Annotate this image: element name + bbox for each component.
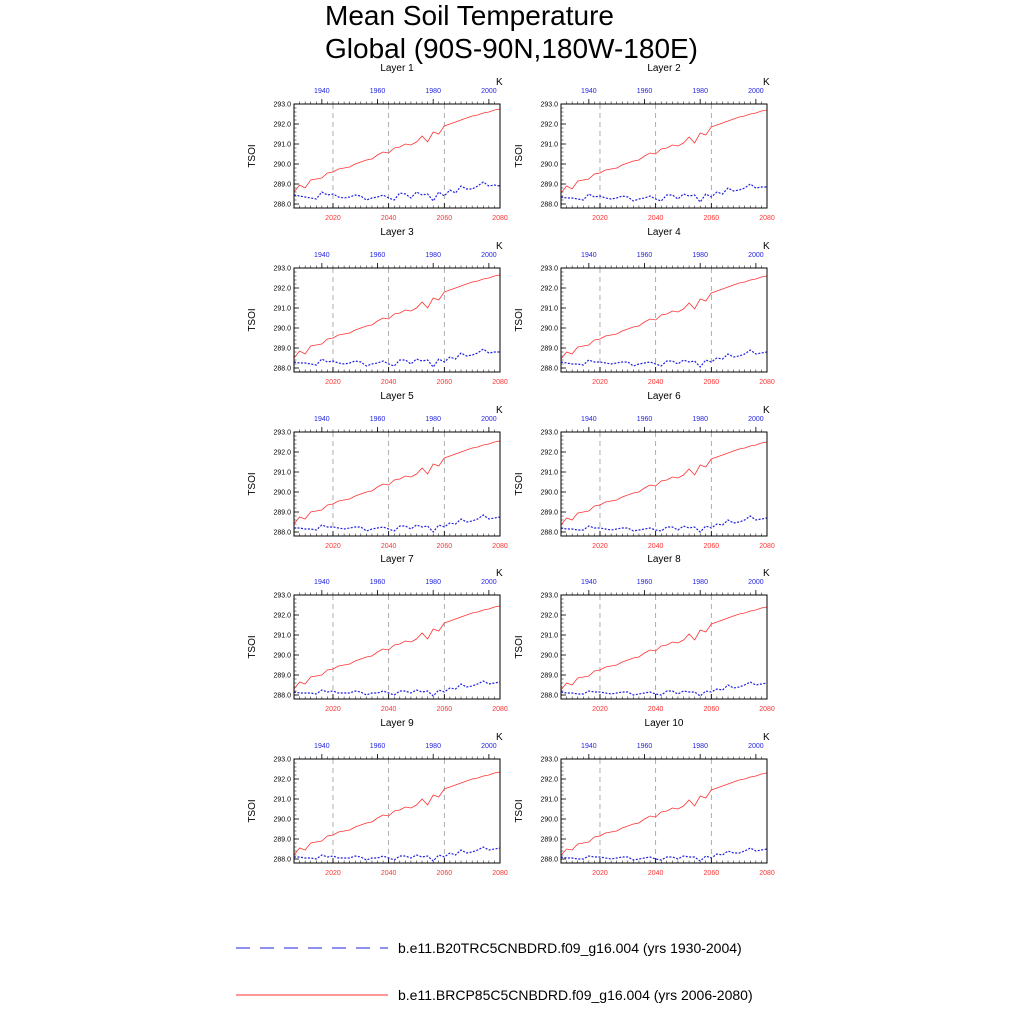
y-tick-label: 290.0 [540, 325, 558, 333]
x-top-tick-label: 1960 [369, 88, 386, 95]
y-tick-label: 292.0 [540, 449, 558, 457]
series-future-line [294, 772, 500, 855]
y-tick-label: 291.0 [540, 141, 558, 149]
y-tick-label: 293.0 [540, 265, 558, 273]
panel-title: Layer 2 [647, 63, 681, 74]
y-tick-label: 293.0 [540, 756, 558, 764]
x-bottom-tick-label: 2040 [380, 379, 397, 386]
y-tick-label: 292.0 [273, 449, 291, 457]
y-tick-label: 288.0 [273, 365, 291, 373]
x-top-tick-label: 1980 [692, 743, 708, 750]
x-bottom-tick-label: 2080 [759, 706, 775, 713]
plot-frame [561, 759, 767, 863]
units-label: K [496, 732, 503, 743]
y-tick-label: 289.0 [273, 836, 291, 844]
plot-frame [294, 268, 500, 372]
legend [236, 940, 753, 1003]
x-top-tick-label: 1960 [636, 743, 653, 750]
y-axis-label: TSOI [514, 472, 525, 496]
x-bottom-tick-label: 2060 [703, 215, 720, 222]
x-bottom-tick-label: 2020 [325, 215, 341, 222]
panel-title: Layer 5 [380, 391, 414, 402]
units-label: K [496, 405, 503, 416]
x-bottom-tick-label: 2060 [436, 215, 453, 222]
y-tick-label: 289.0 [540, 181, 558, 189]
units-label: K [763, 732, 770, 743]
x-bottom-tick-label: 2040 [647, 706, 664, 713]
y-tick-label: 293.0 [273, 592, 291, 600]
y-tick-label: 292.0 [273, 285, 291, 293]
series-future-line [561, 442, 767, 525]
y-tick-label: 292.0 [540, 776, 558, 784]
y-tick-label: 289.0 [273, 672, 291, 680]
x-top-tick-label: 1980 [425, 579, 441, 586]
series-historical-line [294, 182, 500, 201]
units-label: K [496, 568, 503, 579]
x-top-tick-label: 2000 [748, 252, 764, 259]
x-top-tick-label: 1960 [636, 88, 653, 95]
y-tick-label: 293.0 [273, 756, 291, 764]
y-tick-label: 292.0 [273, 121, 291, 129]
y-tick-label: 291.0 [540, 632, 558, 640]
x-bottom-tick-label: 2060 [703, 706, 720, 713]
y-tick-label: 292.0 [540, 285, 558, 293]
x-bottom-tick-label: 2080 [759, 379, 775, 386]
panel-layer-6 [514, 391, 775, 550]
y-tick-label: 288.0 [273, 692, 291, 700]
panel-layer-8 [514, 554, 775, 713]
y-tick-label: 293.0 [273, 429, 291, 437]
x-bottom-tick-label: 2040 [380, 706, 397, 713]
x-bottom-tick-label: 2060 [436, 706, 453, 713]
x-bottom-tick-label: 2020 [592, 215, 608, 222]
x-bottom-tick-label: 2020 [592, 870, 608, 877]
panel-layer-10 [514, 718, 775, 877]
y-tick-label: 288.0 [540, 856, 558, 864]
panel-title: Layer 9 [380, 718, 414, 729]
x-top-tick-label: 2000 [481, 252, 497, 259]
units-label: K [496, 241, 503, 252]
y-axis-label: TSOI [514, 799, 525, 823]
y-tick-label: 293.0 [540, 101, 558, 109]
y-tick-label: 290.0 [273, 161, 291, 169]
plot-frame [294, 432, 500, 536]
y-tick-label: 289.0 [273, 181, 291, 189]
x-bottom-tick-label: 2020 [325, 379, 341, 386]
y-tick-label: 288.0 [273, 529, 291, 537]
y-tick-label: 291.0 [273, 141, 291, 149]
y-tick-label: 293.0 [540, 429, 558, 437]
x-top-tick-label: 1960 [636, 252, 653, 259]
y-tick-label: 292.0 [273, 612, 291, 620]
y-tick-label: 292.0 [273, 776, 291, 784]
figure-title-line1: Mean Soil Temperature [325, 0, 614, 31]
x-top-tick-label: 2000 [748, 88, 764, 95]
y-axis-label: TSOI [514, 144, 525, 168]
plot-frame [294, 104, 500, 208]
series-future-line [294, 606, 500, 689]
x-top-tick-label: 1960 [369, 743, 386, 750]
series-future-line [561, 276, 767, 359]
x-bottom-tick-label: 2060 [436, 870, 453, 877]
panel-title: Layer 3 [380, 227, 414, 238]
y-tick-label: 293.0 [273, 101, 291, 109]
figure-title-line2: Global (90S-90N,180W-180E) [325, 33, 699, 64]
y-axis-label: TSOI [514, 635, 525, 659]
y-tick-label: 291.0 [540, 469, 558, 477]
y-tick-label: 292.0 [540, 612, 558, 620]
units-label: K [496, 77, 503, 88]
x-bottom-tick-label: 2020 [325, 870, 341, 877]
series-future-line [561, 773, 767, 855]
panels-grid [247, 63, 775, 877]
x-top-tick-label: 1960 [369, 252, 386, 259]
y-tick-label: 288.0 [273, 201, 291, 209]
x-top-tick-label: 1980 [425, 416, 441, 423]
y-tick-label: 291.0 [273, 632, 291, 640]
x-bottom-tick-label: 2080 [759, 215, 775, 222]
x-top-tick-label: 1940 [314, 88, 330, 95]
y-tick-label: 288.0 [540, 529, 558, 537]
legend-future-label: b.e11.BRCP85C5CNBDRD.f09_g16.004 (yrs 2006-2080) [398, 987, 753, 1003]
plot-frame [561, 104, 767, 208]
x-top-tick-label: 2000 [481, 579, 497, 586]
x-bottom-tick-label: 2080 [492, 543, 508, 550]
x-bottom-tick-label: 2080 [759, 543, 775, 550]
units-label: K [763, 77, 770, 88]
x-bottom-tick-label: 2080 [492, 215, 508, 222]
series-historical-line [294, 681, 500, 696]
x-bottom-tick-label: 2040 [647, 543, 664, 550]
plot-frame [561, 595, 767, 699]
y-tick-label: 289.0 [540, 345, 558, 353]
x-top-tick-label: 2000 [481, 88, 497, 95]
y-tick-label: 290.0 [273, 652, 291, 660]
x-bottom-tick-label: 2040 [380, 215, 397, 222]
series-future-line [294, 109, 500, 192]
y-tick-label: 288.0 [273, 856, 291, 864]
x-bottom-tick-label: 2020 [325, 543, 341, 550]
x-top-tick-label: 2000 [481, 743, 497, 750]
panel-layer-1 [247, 63, 508, 222]
y-tick-label: 290.0 [540, 161, 558, 169]
x-bottom-tick-label: 2040 [647, 215, 664, 222]
y-axis-label: TSOI [247, 308, 258, 332]
x-top-tick-label: 2000 [748, 579, 764, 586]
y-tick-label: 293.0 [540, 592, 558, 600]
series-historical-line [294, 847, 500, 861]
x-top-tick-label: 2000 [748, 416, 764, 423]
x-bottom-tick-label: 2080 [492, 379, 508, 386]
x-top-tick-label: 1940 [581, 88, 597, 95]
series-historical-line [561, 350, 767, 367]
x-top-tick-label: 1980 [692, 88, 708, 95]
y-tick-label: 291.0 [273, 796, 291, 804]
x-bottom-tick-label: 2060 [703, 543, 720, 550]
panel-layer-5 [247, 391, 508, 550]
x-bottom-tick-label: 2080 [492, 870, 508, 877]
series-future-line [561, 607, 767, 690]
series-future-line [294, 275, 500, 358]
x-bottom-tick-label: 2080 [759, 870, 775, 877]
x-top-tick-label: 1980 [425, 743, 441, 750]
units-label: K [763, 405, 770, 416]
plot-frame [561, 432, 767, 536]
x-bottom-tick-label: 2020 [592, 543, 608, 550]
x-top-tick-label: 1960 [369, 579, 386, 586]
x-bottom-tick-label: 2020 [592, 379, 608, 386]
x-bottom-tick-label: 2060 [703, 870, 720, 877]
x-bottom-tick-label: 2040 [380, 543, 397, 550]
x-top-tick-label: 2000 [748, 743, 764, 750]
y-tick-label: 291.0 [273, 305, 291, 313]
series-historical-line [561, 184, 767, 202]
y-tick-label: 290.0 [273, 325, 291, 333]
x-top-tick-label: 1960 [636, 579, 653, 586]
y-tick-label: 291.0 [273, 469, 291, 477]
x-bottom-tick-label: 2080 [492, 706, 508, 713]
panel-layer-9 [247, 718, 508, 877]
panel-layer-3 [247, 227, 508, 386]
x-bottom-tick-label: 2040 [647, 870, 664, 877]
y-axis-label: TSOI [514, 308, 525, 332]
y-axis-label: TSOI [247, 635, 258, 659]
panel-title: Layer 4 [647, 227, 681, 238]
y-tick-label: 289.0 [540, 509, 558, 517]
y-tick-label: 288.0 [540, 692, 558, 700]
x-bottom-tick-label: 2040 [647, 379, 664, 386]
panel-title: Layer 10 [644, 718, 684, 729]
x-top-tick-label: 1980 [425, 252, 441, 259]
series-historical-line [561, 516, 767, 532]
x-top-tick-label: 1980 [692, 579, 708, 586]
x-bottom-tick-label: 2040 [380, 870, 397, 877]
legend-historical-label: b.e11.B20TRC5CNBDRD.f09_g16.004 (yrs 1930-2004) [398, 940, 742, 956]
y-tick-label: 290.0 [540, 816, 558, 824]
y-tick-label: 289.0 [273, 345, 291, 353]
x-bottom-tick-label: 2020 [592, 706, 608, 713]
x-bottom-tick-label: 2060 [436, 543, 453, 550]
x-bottom-tick-label: 2060 [703, 379, 720, 386]
y-tick-label: 292.0 [540, 121, 558, 129]
y-axis-label: TSOI [247, 144, 258, 168]
series-future-line [561, 110, 767, 193]
x-top-tick-label: 1980 [425, 88, 441, 95]
x-top-tick-label: 2000 [481, 416, 497, 423]
series-historical-line [294, 349, 500, 367]
units-label: K [763, 568, 770, 579]
x-top-tick-label: 1940 [314, 252, 330, 259]
panel-title: Layer 7 [380, 554, 414, 565]
series-historical-line [561, 848, 767, 861]
series-historical-line [561, 682, 767, 696]
y-tick-label: 290.0 [540, 489, 558, 497]
x-bottom-tick-label: 2020 [325, 706, 341, 713]
x-top-tick-label: 1940 [314, 579, 330, 586]
x-top-tick-label: 1940 [581, 743, 597, 750]
x-top-tick-label: 1960 [636, 416, 653, 423]
plot-frame [294, 759, 500, 863]
panel-layer-2 [514, 63, 775, 222]
x-top-tick-label: 1940 [581, 579, 597, 586]
series-future-line [294, 441, 500, 524]
x-top-tick-label: 1980 [692, 252, 708, 259]
y-axis-label: TSOI [247, 472, 258, 496]
y-tick-label: 289.0 [540, 672, 558, 680]
panel-layer-7 [247, 554, 508, 713]
y-tick-label: 289.0 [540, 836, 558, 844]
plot-frame [294, 595, 500, 699]
plot-frame [561, 268, 767, 372]
panel-title: Layer 8 [647, 554, 681, 565]
x-top-tick-label: 1940 [581, 416, 597, 423]
y-tick-label: 288.0 [540, 201, 558, 209]
y-axis-label: TSOI [247, 799, 258, 823]
x-top-tick-label: 1940 [314, 416, 330, 423]
y-tick-label: 290.0 [540, 652, 558, 660]
y-tick-label: 291.0 [540, 796, 558, 804]
x-top-tick-label: 1960 [369, 416, 386, 423]
x-top-tick-label: 1980 [692, 416, 708, 423]
series-historical-line [294, 515, 500, 532]
x-top-tick-label: 1940 [314, 743, 330, 750]
y-tick-label: 293.0 [273, 265, 291, 273]
y-tick-label: 288.0 [540, 365, 558, 373]
panel-title: Layer 6 [647, 391, 681, 402]
y-tick-label: 289.0 [273, 509, 291, 517]
y-tick-label: 290.0 [273, 489, 291, 497]
y-tick-label: 291.0 [540, 305, 558, 313]
panel-title: Layer 1 [380, 63, 414, 74]
panel-layer-4 [514, 227, 775, 386]
y-tick-label: 290.0 [273, 816, 291, 824]
units-label: K [763, 241, 770, 252]
x-top-tick-label: 1940 [581, 252, 597, 259]
x-bottom-tick-label: 2060 [436, 379, 453, 386]
